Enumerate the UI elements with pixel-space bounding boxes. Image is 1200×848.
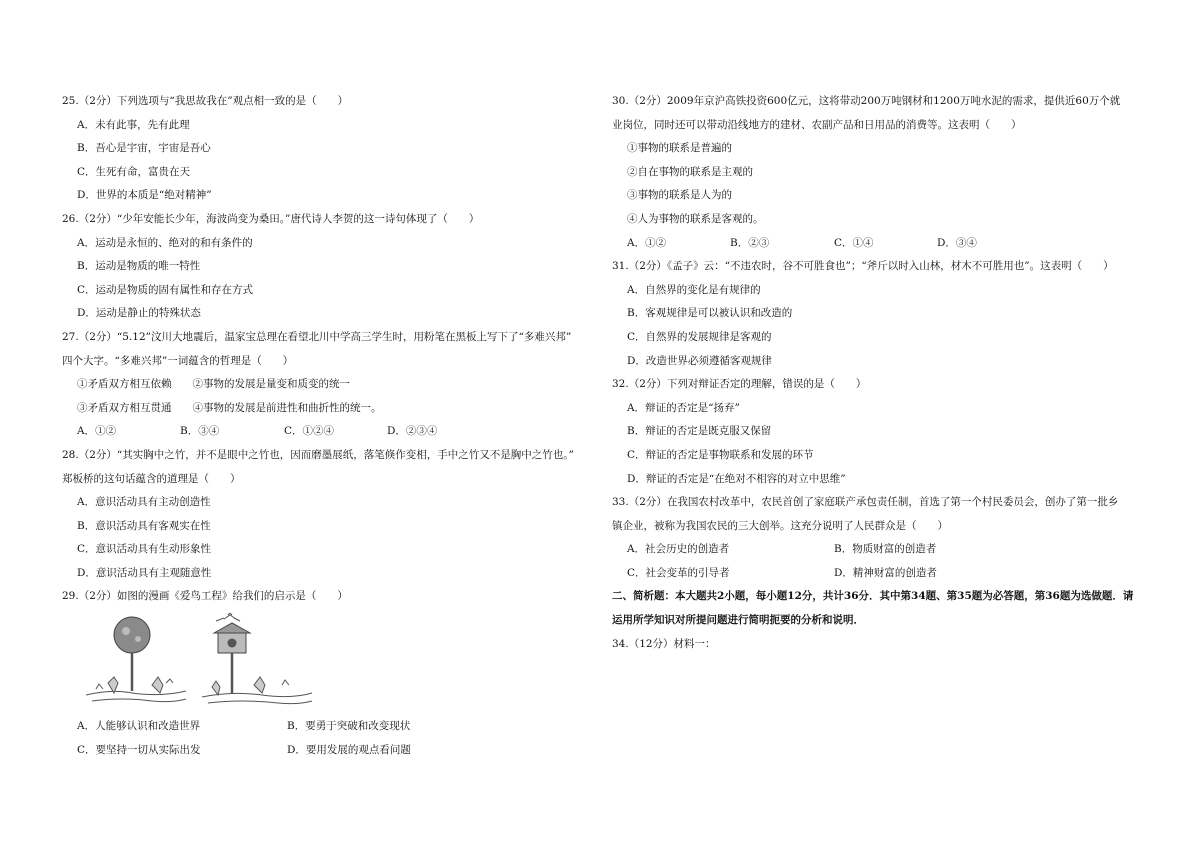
option-c: C．①④ — [834, 236, 874, 249]
option-d: D．世界的本质是“绝对精神” — [77, 189, 212, 202]
option-c: C．自然界的发展规律是客观的 — [627, 330, 772, 343]
option-a: A．运动是永恒的、绝对的和有条件的 — [77, 236, 253, 249]
option-c: C．生死有命，富贵在天 — [77, 165, 191, 178]
question-stem: 26.（2分）“少年安能长少年，海波尚变为桑田。”唐代诗人李贺的这一诗句体现了（ ） — [62, 212, 480, 225]
cartoon-image — [82, 613, 402, 713]
question-stem-continued: 业岗位，同时还可以带动沿线地方的建材、农副产品和日用品的消费等。这表明（ ） — [612, 118, 1022, 131]
option-b: B．客观规律是可以被认识和改造的 — [627, 307, 793, 320]
question-stem: 29.（2分）如图的漫画《爱鸟工程》给我们的启示是（ ） — [62, 590, 348, 603]
options-row — [62, 420, 592, 444]
option-c: C．①②④ — [284, 425, 335, 438]
option-b: B．要勇于突破和改变现状 — [287, 720, 411, 733]
statement-3: ③事物的联系是人为的 — [627, 189, 732, 202]
option-d: D．②③④ — [387, 425, 438, 438]
option-d: D．改造世界必须遵循客观规律 — [627, 354, 772, 367]
question-30 — [612, 90, 1132, 255]
option-b: B．辩证的否定是既克服又保留 — [627, 425, 772, 438]
option-b: B．②③ — [730, 236, 770, 249]
option-a: A．①② — [77, 425, 117, 438]
question-28 — [62, 444, 592, 586]
question-26 — [62, 208, 592, 326]
options-row-2 — [612, 562, 1132, 586]
question-29 — [62, 585, 592, 762]
option-a: A．人能够认识和改造世界 — [77, 720, 201, 733]
statement-row-2: ③矛盾双方相互贯通 ④事物的发展是前进性和曲折性的统一。 — [77, 401, 382, 414]
option-a: A．社会历史的创造者 — [627, 543, 730, 556]
question-stem: 30.（2分）2009年京沪高铁投资600亿元，这将带动200万吨钢材和1200万吨水泥的需求，提供近60万个就 — [612, 95, 1121, 107]
option-b: B．吾心是宇宙，宇宙是吾心 — [77, 142, 211, 155]
right-column — [612, 90, 1132, 656]
option-d: D．要用发展的观点看问题 — [287, 743, 411, 756]
question-32 — [612, 373, 1132, 491]
question-34 — [612, 633, 1132, 657]
question-stem: 28.（2分）“其实胸中之竹，并不是眼中之竹也，因而磨墨展纸，落笔倏作变相，手中之竹又不是胸中之竹也。” — [62, 448, 574, 461]
statement-2: ②自在事物的联系是主观的 — [627, 165, 753, 178]
option-a: A．辩证的否定是“扬弃” — [627, 401, 740, 414]
option-c: C．要坚持一切从实际出发 — [77, 743, 201, 756]
option-a: A．意识活动具有主动创造性 — [77, 496, 211, 509]
option-a: A．自然界的变化是有规律的 — [627, 283, 761, 296]
options-row-1 — [62, 715, 592, 739]
option-d: D．精神财富的创造者 — [834, 566, 937, 579]
question-stem: 34.（12分）材料一： — [612, 637, 716, 650]
options-row-2 — [62, 739, 592, 763]
question-stem: 27.（2分）“5.12”汶川大地震后，温家宝总理在看望北川中学高三学生时，用粉笔在黑板上写下了“多难兴邦” — [62, 330, 572, 343]
options-row-1 — [612, 538, 1132, 562]
option-c: C．运动是物质的固有属性和存在方式 — [77, 283, 254, 296]
option-b: B．意识活动具有客观实在性 — [77, 519, 211, 532]
section-instructions-continued: 运用所学知识对所提问题进行简明扼要的分析和说明． — [612, 614, 864, 627]
options-row — [612, 232, 1132, 256]
option-c: C．意识活动具有生动形象性 — [77, 543, 212, 556]
question-25 — [62, 90, 592, 208]
question-stem: 33.（2分）在我国农村改革中，农民首创了家庭联产承包责任制，首选了第一个村民委员会，创办了第一批乡 — [612, 496, 1119, 509]
question-27 — [62, 326, 592, 444]
question-stem: 25.（2分）下列选项与“我思故我在”观点相一致的是（ ） — [62, 95, 349, 107]
question-stem-continued: 四个大字。“多难兴邦”一词蕴含的哲理是（ ） — [62, 354, 294, 367]
option-a: A．未有此事，先有此理 — [77, 118, 190, 131]
option-b: B．运动是物质的唯一特性 — [77, 260, 201, 273]
question-33 — [612, 491, 1132, 585]
statement-row-1: ①矛盾双方相互依赖 ②事物的发展是量变和质变的统一 — [77, 378, 350, 391]
question-31 — [612, 255, 1132, 373]
option-a: A．①② — [627, 236, 667, 249]
option-d: D．意识活动具有主观随意性 — [77, 566, 212, 579]
question-stem: 32.（2分）下列对辩证否定的理解，错误的是（ ） — [612, 378, 867, 391]
question-stem-continued: 郑板桥的这句话蕴含的道理是（ ） — [62, 472, 241, 485]
statement-4: ④人为事物的联系是客观的。 — [627, 212, 764, 225]
option-d: D．运动是静止的特殊状态 — [77, 307, 201, 320]
option-c: C．辩证的否定是事物联系和发展的环节 — [627, 448, 814, 461]
question-stem: 31.（2分）《孟子》云：“不违农时，谷不可胜食也”；“斧斤以时入山林，材木不可胜用也”。这表明（ ） — [612, 260, 1114, 273]
statement-1: ①事物的联系是普遍的 — [627, 142, 732, 155]
left-column — [62, 90, 592, 762]
option-b: B．③④ — [180, 425, 220, 438]
question-stem-continued: 镇企业，被称为我国农民的三大创举。这充分说明了人民群众是（ ） — [612, 519, 948, 532]
option-d: D．辩证的否定是“在绝对不相容的对立中思维” — [627, 472, 846, 485]
cartoon-bird-project — [82, 613, 402, 713]
option-c: C．社会变革的引导者 — [627, 566, 730, 579]
option-b: B．物质财富的创造者 — [834, 543, 937, 556]
option-d: D．③④ — [937, 236, 977, 249]
section-instructions: 二、简析题：本大题共2小题，每小题12分，共计36分．其中第34题、第35题为必答题，第36题为选做题．请 — [612, 590, 1134, 603]
section-2-header — [612, 585, 1132, 632]
